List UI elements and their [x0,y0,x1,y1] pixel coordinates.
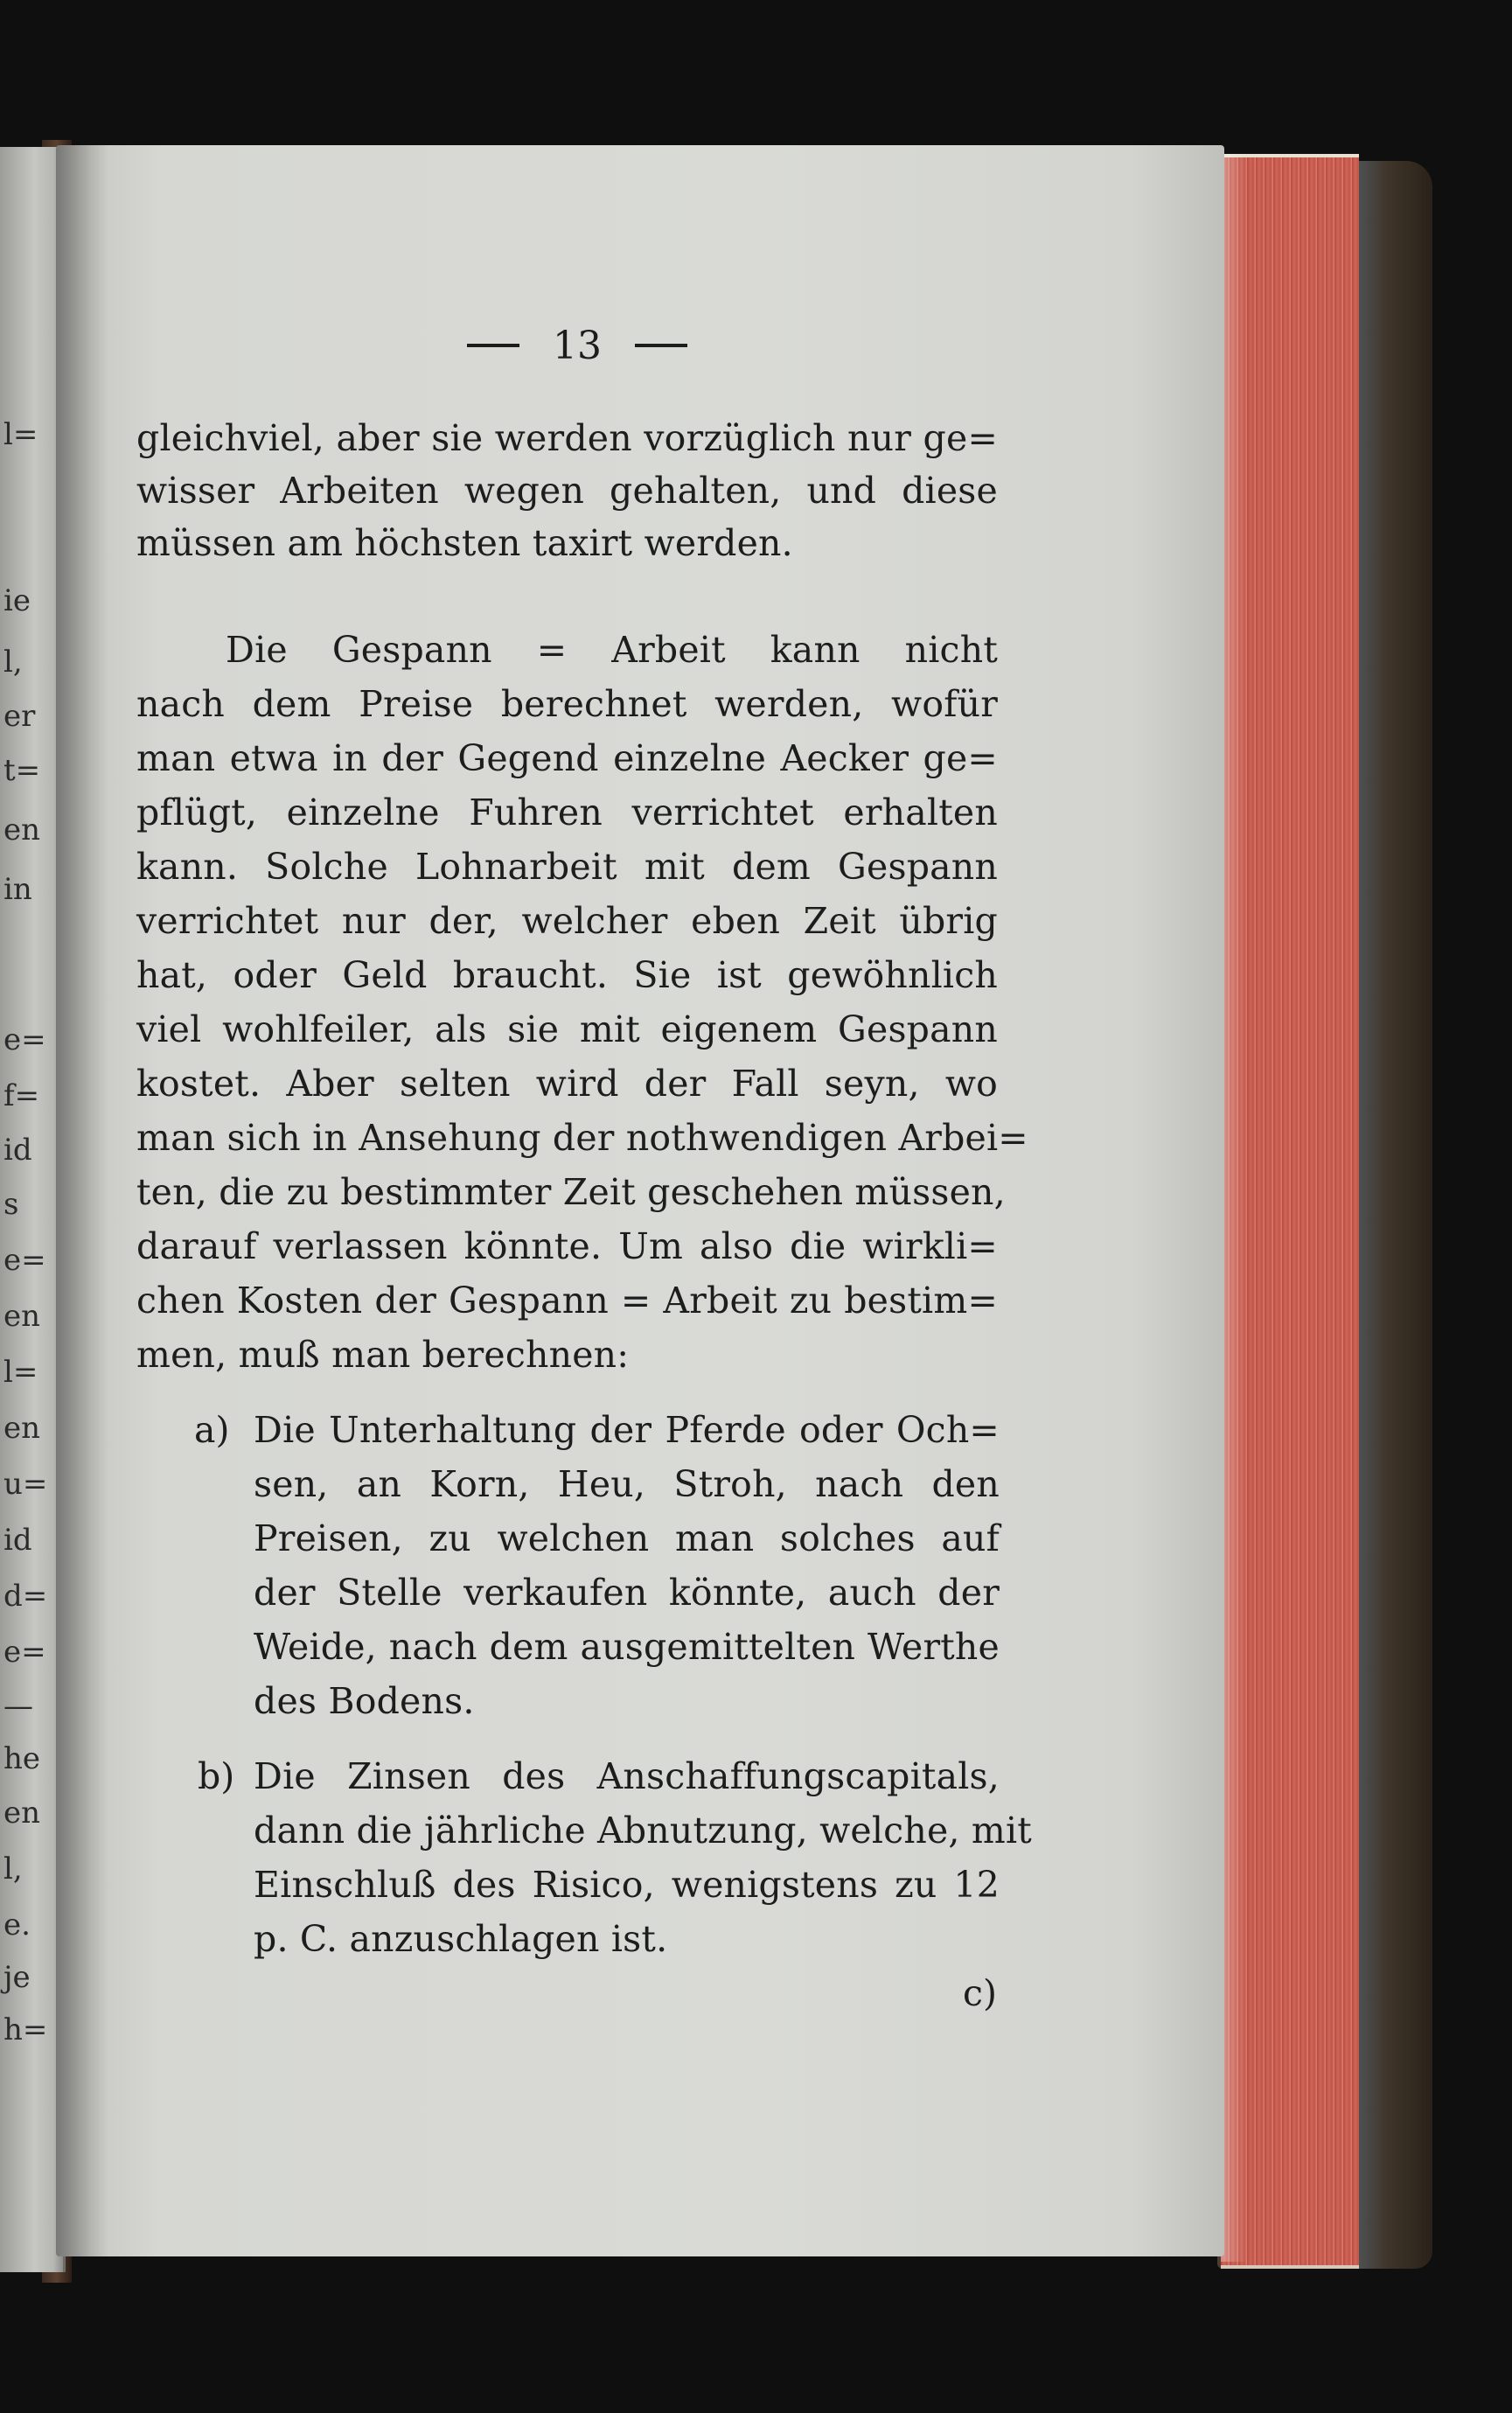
text-line: ten, die zu bestimmter Zeit geschehen müssen, [136,1171,1006,1213]
left-page-fragment: h= [3,2012,48,2047]
page-number: 13 [553,323,602,368]
left-page-fragment: he [3,1741,41,1776]
text-line: kann. Solche Lohnarbeit mit dem Gespann [136,846,998,888]
list-item-line: p. C. anzuschlagen ist. [254,1918,668,1960]
left-page-fragment: id [3,1133,32,1168]
list-item-line: des Bodens. [254,1680,475,1722]
left-page-fragment: en [3,1411,41,1446]
list-item-line: sen, an Korn, Heu, Stroh, nach den [254,1463,1000,1505]
page-header [420,319,735,372]
left-page-fragment: l, [3,645,23,680]
list-item-line: Weide, nach dem ausgemittelten Werthe [254,1626,1000,1668]
left-page-fragment: s [3,1187,19,1222]
header-dash-left [467,344,519,347]
text-line: verrichtet nur der, welcher eben Zeit übrig [136,900,998,942]
header-dash-right [635,344,687,347]
left-page-fragment: en [3,1299,41,1334]
left-page-fragment: d= [3,1579,48,1614]
list-marker-a: a) [194,1409,230,1451]
left-page-fragment: ie [3,583,31,618]
left-page-fragment: l, [3,1852,23,1886]
left-page-fragment: l= [3,1355,38,1390]
text-line: nach dem Preise berechnet werden, wofür [136,683,998,725]
text-line: hat, oder Geld braucht. Sie ist gewöhnlich [136,954,998,996]
text-line: viel wohlfeiler, als sie mit eigenem Gespann [136,1008,998,1050]
text-line: darauf verlassen könnte. Um also die wirkli= [136,1225,998,1267]
text-line: müssen am höchsten taxirt werden. [136,522,793,564]
left-page-fragment: e= [3,1635,46,1670]
text-line: wisser Arbeiten wegen gehalten, und diese [136,470,998,512]
left-page-fragment: en [3,812,41,847]
left-page-fragment: e= [3,1243,46,1278]
left-page-fragment: u= [3,1467,48,1502]
left-page-fragment: e= [3,1022,46,1057]
text-line: chen Kosten der Gespann = Arbeit zu bestim= [136,1280,998,1322]
list-item-line: dann die jährliche Abnutzung, welche, mit [254,1810,1032,1852]
list-item-line: Die Unterhaltung der Pferde oder Och= [254,1409,1000,1451]
page-edges-shade [1221,154,1247,2262]
list-item-line: Preisen, zu welchen man solches auf [254,1517,1000,1559]
left-page-fragment: en [3,1796,41,1831]
left-page-fragment: e. [3,1907,31,1942]
left-page-fragment: l= [3,417,38,452]
left-page-fragment: — [3,1689,33,1724]
list-item-line: Einschluß des Risico, wenigstens zu 12 [254,1864,1000,1906]
left-page-fragment: f= [3,1078,40,1113]
text-line: gleichviel, aber sie werden vorzüglich nur ge= [136,417,998,459]
left-page-fragment: id [3,1523,32,1558]
list-item-line: Die Zinsen des Anschaffungscapitals, [254,1755,1000,1797]
list-item-line: der Stelle verkaufen könnte, auch der [254,1572,1000,1614]
text-line: men, muß man berechnen: [136,1334,630,1376]
page-gutter-shadow [56,145,108,2256]
text-line: kostet. Aber selten wird der Fall seyn, wo [136,1063,998,1105]
text-line: man sich in Ansehung der nothwendigen Arbei= [136,1117,1028,1159]
list-marker-b: b) [198,1755,235,1797]
left-page-fragment: t= [3,753,41,788]
text-line: pflügt, einzelne Fuhren verrichtet erhalten [136,792,998,833]
left-page-fragment: er [3,699,36,734]
left-page-fragment: in [3,872,32,907]
text-line: man etwa in der Gegend einzelne Aecker ge= [136,737,998,779]
left-page-fragment: je [3,1960,31,1995]
catchword: c) [963,1972,997,2014]
text-line: Die Gespann = Arbeit kann nicht [226,629,998,671]
